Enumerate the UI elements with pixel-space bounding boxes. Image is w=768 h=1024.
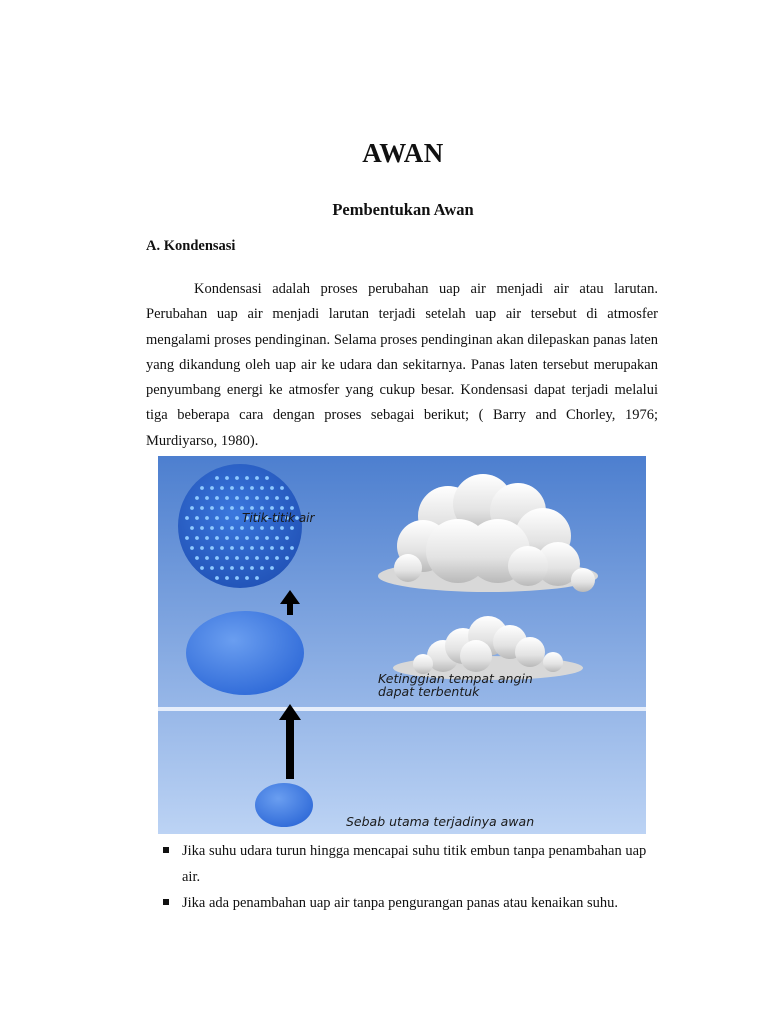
bullet-text: Jika ada penambahan uap air tanpa pengurangan panas atau kenaikan suhu.	[182, 895, 619, 911]
water-droplet	[280, 526, 284, 530]
water-droplet	[240, 486, 244, 490]
water-droplet	[240, 546, 244, 550]
water-droplet	[220, 526, 224, 530]
water-droplet	[195, 536, 199, 540]
water-droplet	[255, 496, 259, 500]
water-droplet	[230, 526, 234, 530]
water-droplet	[200, 566, 204, 570]
water-droplet	[215, 556, 219, 560]
water-droplet	[230, 486, 234, 490]
water-droplet	[245, 556, 249, 560]
water-droplet	[255, 576, 259, 580]
water-droplet	[280, 506, 284, 510]
water-droplet	[215, 516, 219, 520]
water-droplet	[225, 576, 229, 580]
water-droplet	[190, 506, 194, 510]
water-droplet	[205, 496, 209, 500]
list-item	[160, 890, 660, 916]
condensation-figure	[158, 456, 646, 834]
water-droplet	[230, 566, 234, 570]
water-droplet	[215, 476, 219, 480]
page-title: AWAN	[362, 138, 444, 168]
horizon-line	[158, 707, 646, 711]
bullet-text: Jika suhu udara turun hingga mencapai suhu titik embun tanpa penambahan uap air.	[182, 843, 647, 885]
water-droplet	[275, 556, 279, 560]
water-droplet	[205, 516, 209, 520]
water-droplet	[225, 476, 229, 480]
water-droplet	[255, 476, 259, 480]
water-droplet	[220, 546, 224, 550]
water-droplet	[185, 536, 189, 540]
water-droplet	[260, 566, 264, 570]
water-droplet	[215, 576, 219, 580]
water-droplet	[240, 506, 244, 510]
water-droplet	[270, 546, 274, 550]
water-droplet	[245, 536, 249, 540]
water-droplet	[235, 476, 239, 480]
water-droplet	[225, 536, 229, 540]
water-droplet	[250, 526, 254, 530]
droplet-sphere	[178, 464, 302, 588]
page-subtitle: Pembentukan Awan	[332, 200, 474, 219]
section-heading: A. Kondensasi	[146, 238, 236, 254]
water-droplet	[195, 496, 199, 500]
water-droplet	[220, 506, 224, 510]
water-droplet	[235, 556, 239, 560]
bullet-square-icon	[163, 899, 169, 905]
condensation-illustration	[158, 456, 646, 834]
water-droplet	[250, 486, 254, 490]
water-droplet	[290, 526, 294, 530]
water-droplet	[255, 556, 259, 560]
medium-sphere	[186, 611, 304, 695]
water-droplet	[285, 536, 289, 540]
water-droplet	[260, 526, 264, 530]
water-droplet	[260, 546, 264, 550]
water-droplet	[190, 526, 194, 530]
water-droplet	[255, 536, 259, 540]
label-altitude-line1: Ketinggian tempat angin	[378, 671, 533, 686]
water-droplet	[290, 506, 294, 510]
water-droplet	[260, 506, 264, 510]
water-droplet	[195, 556, 199, 560]
water-droplet	[275, 536, 279, 540]
water-droplet	[205, 536, 209, 540]
water-droplet	[200, 486, 204, 490]
bullet-list	[160, 838, 660, 916]
water-droplet	[265, 476, 269, 480]
water-droplet	[250, 566, 254, 570]
water-droplet	[250, 546, 254, 550]
body-paragraph: Kondensasi adalah proses perubahan uap air menjadi air atau larutan. Perubahan uap air menjadi larutan terjadi setelah uap air tersebut di atmosfer mengalami proses pendinginan. Selama proses pendinginan akan dilepaskan panas laten yang dikandung oleh uap air ke udara dan sekitarnya. Panas laten tersebut merupakan penyumbang energi ke atmosfer yang cukup besar. Kondensasi dapat terjadi melalui tiga beberapa cara dengan proses sebagai berikut; ( Barry and Chorley, 1976; Murdiyarso, 1980).	[146, 281, 658, 449]
water-droplet	[245, 496, 249, 500]
water-droplet	[270, 506, 274, 510]
water-droplet	[240, 566, 244, 570]
label-droplets: Titik-titik air	[242, 511, 315, 525]
water-droplet	[270, 566, 274, 570]
water-droplet	[215, 536, 219, 540]
water-droplet	[245, 476, 249, 480]
water-droplet	[230, 506, 234, 510]
water-droplet	[235, 496, 239, 500]
water-droplet	[220, 566, 224, 570]
water-droplet	[275, 496, 279, 500]
water-droplet	[200, 506, 204, 510]
bullet-square-icon	[163, 847, 169, 853]
water-droplet	[230, 546, 234, 550]
water-droplet	[215, 496, 219, 500]
water-droplet	[210, 526, 214, 530]
water-droplet	[260, 486, 264, 490]
label-altitude-line2: dapat terbentuk	[378, 684, 480, 699]
water-droplet	[235, 516, 239, 520]
water-droplet	[205, 556, 209, 560]
list-item	[160, 838, 660, 890]
water-droplet	[270, 486, 274, 490]
water-droplet	[225, 496, 229, 500]
water-droplet	[200, 546, 204, 550]
water-droplet	[280, 486, 284, 490]
water-droplet	[225, 516, 229, 520]
water-droplet	[285, 556, 289, 560]
label-cause: Sebab utama terjadinya awan	[346, 814, 535, 829]
water-droplet	[285, 496, 289, 500]
water-droplet	[235, 536, 239, 540]
small-sphere	[255, 783, 313, 827]
water-droplet	[200, 526, 204, 530]
water-droplet	[240, 526, 244, 530]
water-droplet	[235, 576, 239, 580]
water-droplet	[265, 536, 269, 540]
water-droplet	[245, 576, 249, 580]
water-droplet	[195, 516, 199, 520]
water-droplet	[210, 566, 214, 570]
water-droplet	[265, 496, 269, 500]
water-droplet	[290, 546, 294, 550]
water-droplet	[280, 546, 284, 550]
water-droplet	[220, 486, 224, 490]
water-droplet	[270, 526, 274, 530]
water-droplet	[210, 546, 214, 550]
water-droplet	[210, 506, 214, 510]
water-droplet	[190, 546, 194, 550]
water-droplet	[185, 516, 189, 520]
water-droplet	[225, 556, 229, 560]
water-droplet	[210, 486, 214, 490]
water-droplet	[250, 506, 254, 510]
water-droplet	[265, 556, 269, 560]
